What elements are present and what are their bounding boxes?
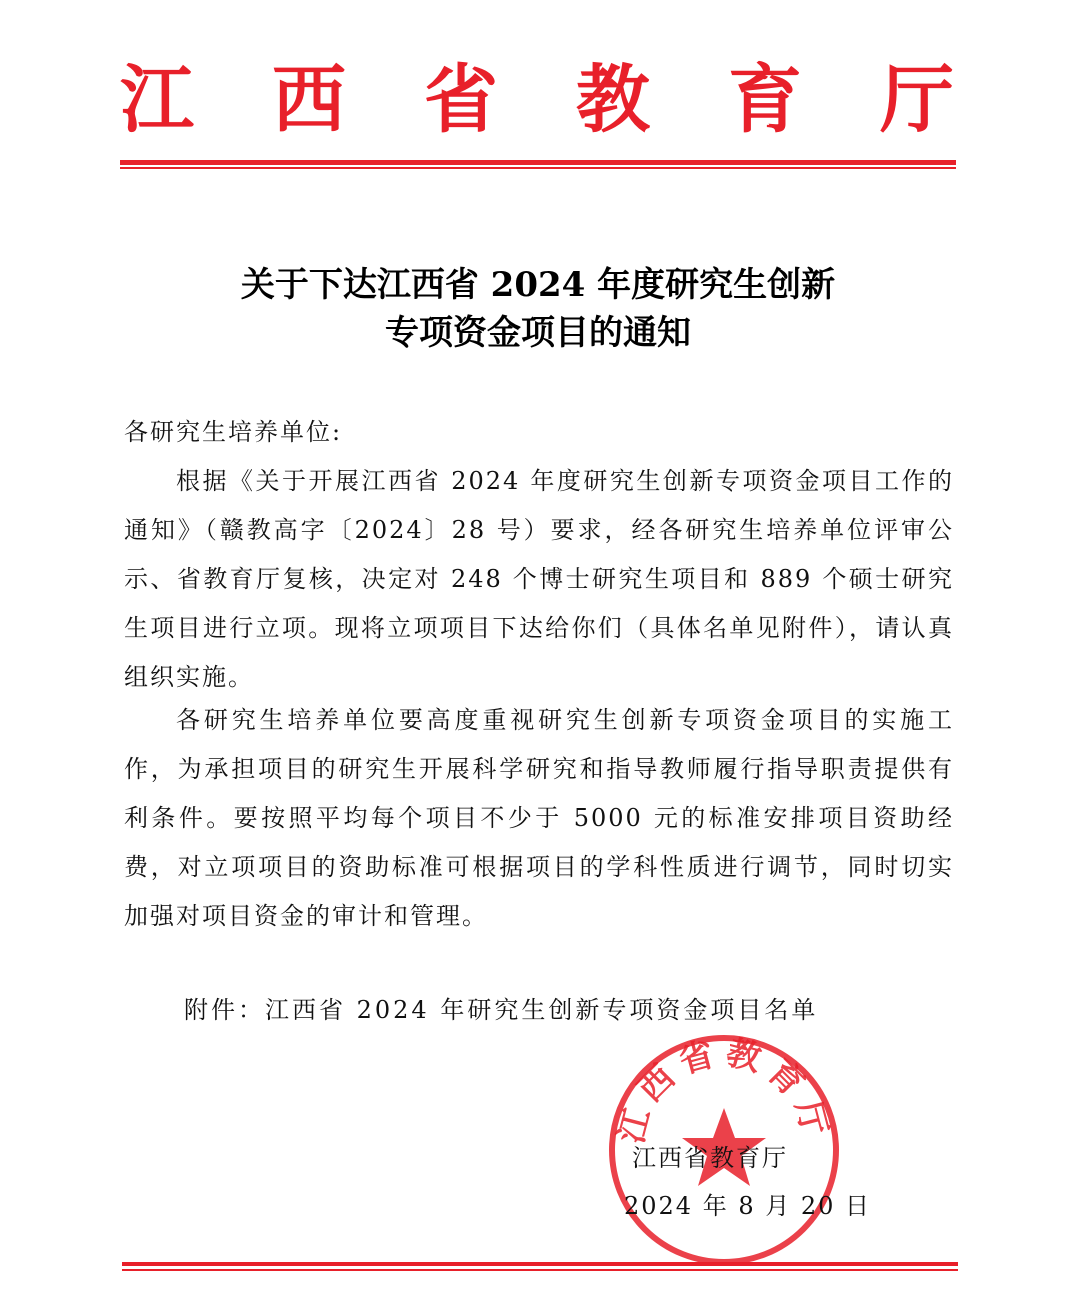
document-title-line-2: 专项资金项目的通知 [385, 313, 691, 353]
masthead [120, 55, 954, 145]
masthead-char: 省 [424, 57, 498, 143]
masthead-char: 育 [728, 57, 802, 143]
salutation: 各研究生培养单位: [124, 418, 343, 446]
document-title-line-1: 关于下达江西省 2024 年度研究生创新 [240, 265, 836, 305]
seal-text: 江西省教育厅 [611, 1032, 837, 1148]
body-paragraph-1: 根据《关于开展江西省 2024 年度研究生创新专项资金项目工作的通知》（赣教高字〔2024〕28 号）要求，经各研究生培养单位评审公示、省教育厅复核，决定对 248 个博士研究生项目和 889 个硕士研究生项目进行立项。现将立项项目下达给你们（具体名单见附件），请认真组织实施。 [124, 467, 954, 691]
masthead-char: 厅 [880, 57, 954, 143]
body-paragraph-2: 各研究生培养单位要高度重视研究生创新专项资金项目的实施工作，为承担项目的研究生开展科学研究和指导教师履行指导职责提供有利条件。要按照平均每个项目不少于 5000 元的标准安排项目资助经费，对立项项目的资助标准可根据项目的学科性质进行调节，同时切实加强对项目资金的审计和管理。 [124, 706, 954, 930]
masthead-divider-thick [120, 160, 956, 165]
signature-date: 2024 年 8 月 20 日 [624, 1192, 872, 1220]
footer-divider-thin [122, 1269, 958, 1271]
attachment-line: 附件：江西省 2024 年研究生创新专项资金项目名单 [184, 996, 819, 1024]
masthead-char: 西 [272, 57, 346, 143]
footer-divider-thick [122, 1262, 958, 1266]
signature-org: 江西省教育厅 [632, 1144, 788, 1172]
masthead-char: 教 [576, 57, 650, 143]
masthead-divider-thin [120, 167, 956, 169]
masthead-char: 江 [120, 57, 194, 143]
